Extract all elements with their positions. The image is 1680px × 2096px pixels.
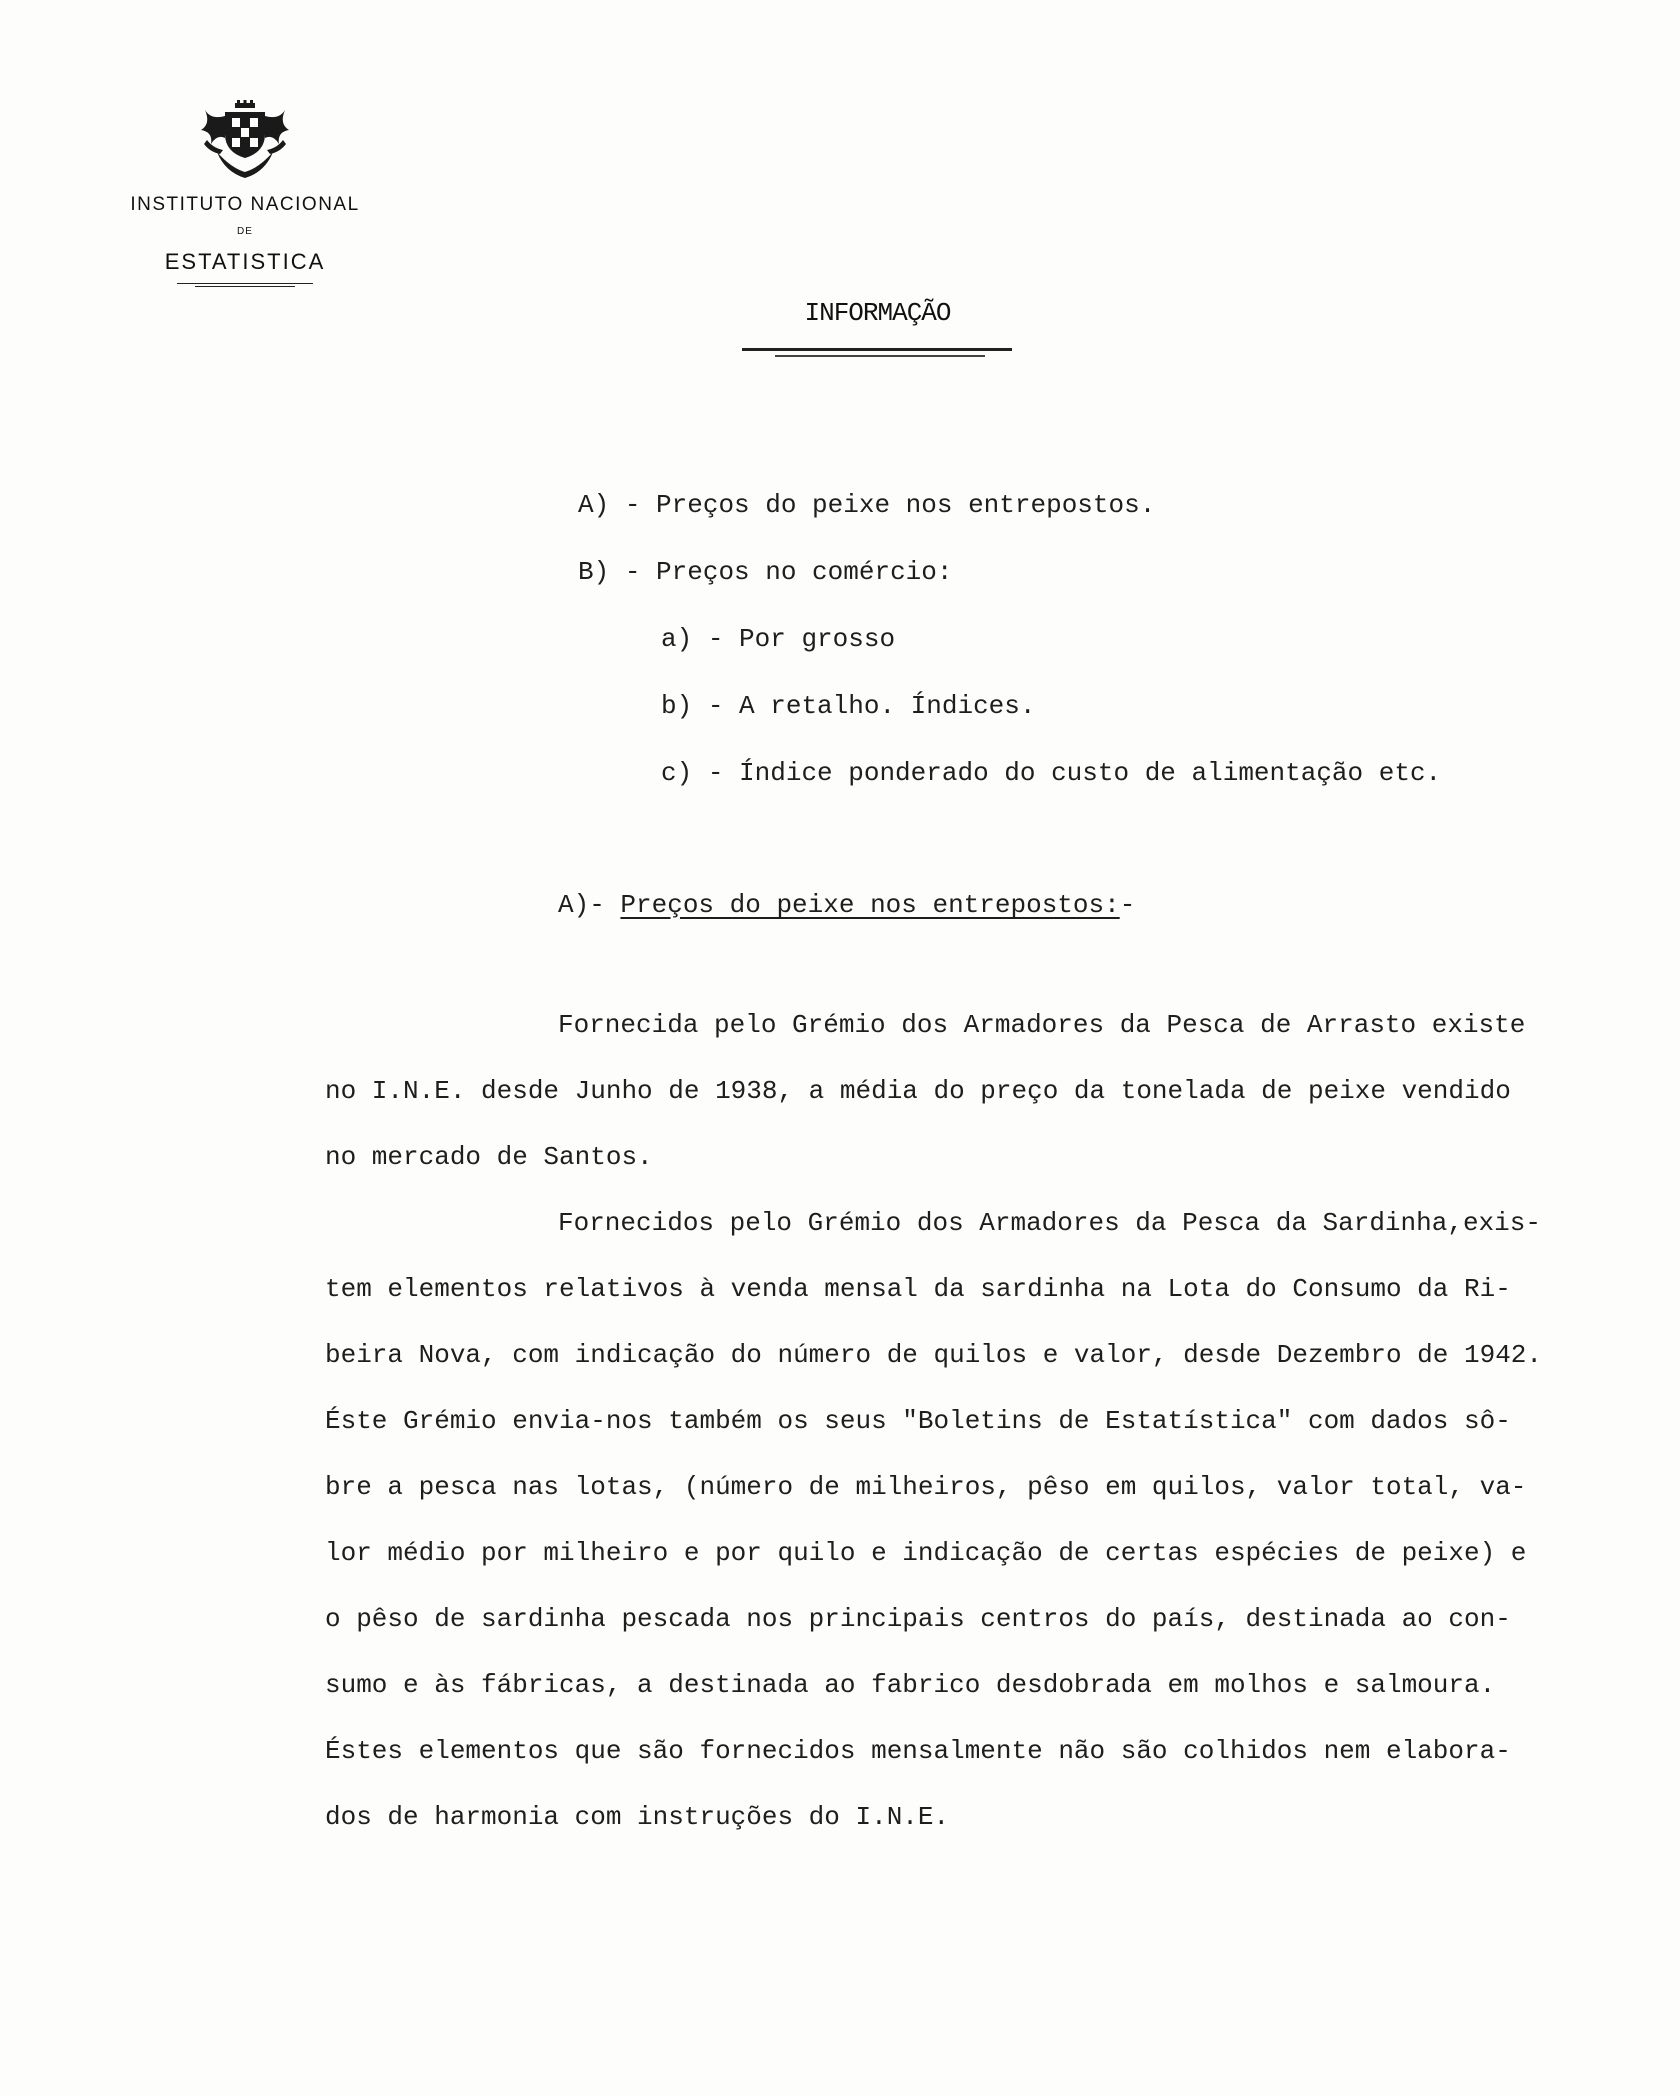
letterhead-rule-secondary [195, 286, 295, 287]
body-line: o pêso de sardinha pescada nos principais centros do país, destinada ao con- [325, 1604, 1511, 1634]
institution-name-line1: INSTITUTO NACIONAL [130, 194, 360, 215]
body-line: Éste Grémio envia-nos também os seus "Boletins de Estatística" com dados sô- [325, 1406, 1511, 1436]
institution-name-line3: ESTATISTICA [164, 249, 326, 274]
outline-marker: A) [578, 490, 610, 520]
section-heading-text: Preços do peixe nos entrepostos: [620, 890, 1120, 920]
letterhead-rule [177, 283, 313, 284]
body-line: Éstes elementos que são fornecidos mensalmente não são colhidos nem elabora- [325, 1736, 1511, 1766]
outline-marker: a) [661, 624, 693, 654]
outline-text: - Preços no comércio: [624, 557, 953, 587]
body-line: sumo e às fábricas, a destinada ao fabrico desdobrada em molhos e salmoura. [325, 1670, 1496, 1700]
body-line: beira Nova, com indicação do número de quilos e valor, desde Dezembro de 1942. [325, 1340, 1542, 1370]
outline-item-b [578, 557, 952, 587]
document-title: INFORMAÇÃO [804, 298, 951, 328]
outline-subitem-c [661, 758, 1441, 788]
section-heading-suffix: - [1119, 890, 1136, 920]
outline-text: - Por grosso [707, 624, 896, 654]
title-underline [742, 348, 1012, 351]
body-line: Fornecida pelo Grémio dos Armadores da Pesca de Arrasto existe [558, 1010, 1526, 1040]
outline-marker: B) [578, 557, 610, 587]
body-line: lor médio por milheiro e por quilo e indicação de certas espécies de peixe) e [325, 1538, 1527, 1568]
outline-text: - Preços do peixe nos entrepostos. [624, 490, 1156, 520]
letterhead [95, 100, 395, 287]
outline-marker: c) [661, 758, 693, 788]
outline-subitem-b [661, 691, 1035, 721]
body-line: Fornecidos pelo Grémio dos Armadores da Pesca da Sardinha,exis- [558, 1208, 1541, 1238]
body-line: bre a pesca nas lotas, (número de milheiros, pêso em quilos, valor total, va- [325, 1472, 1527, 1502]
body-line: tem elementos relativos à venda mensal da sardinha na Lota do Consumo da Ri- [325, 1274, 1511, 1304]
outline-subitem-a [661, 624, 895, 654]
institution-name-line2: DE [237, 226, 253, 237]
section-marker: A)- [558, 890, 605, 920]
coat-of-arms-emblem [195, 100, 295, 180]
outline-marker: b) [661, 691, 693, 721]
outline-item-a [578, 490, 1155, 520]
outline-text: - Índice ponderado do custo de alimentação etc. [707, 758, 1442, 788]
section-heading [558, 890, 1135, 920]
outline-text: - A retalho. Índices. [707, 691, 1036, 721]
body-line: no I.N.E. desde Junho de 1938, a média do preço da tonelada de peixe vendido [325, 1076, 1511, 1106]
body-line: no mercado de Santos. [325, 1142, 653, 1172]
body-line: dos de harmonia com instruções do I.N.E. [325, 1802, 950, 1832]
title-underline-secondary [775, 355, 985, 357]
